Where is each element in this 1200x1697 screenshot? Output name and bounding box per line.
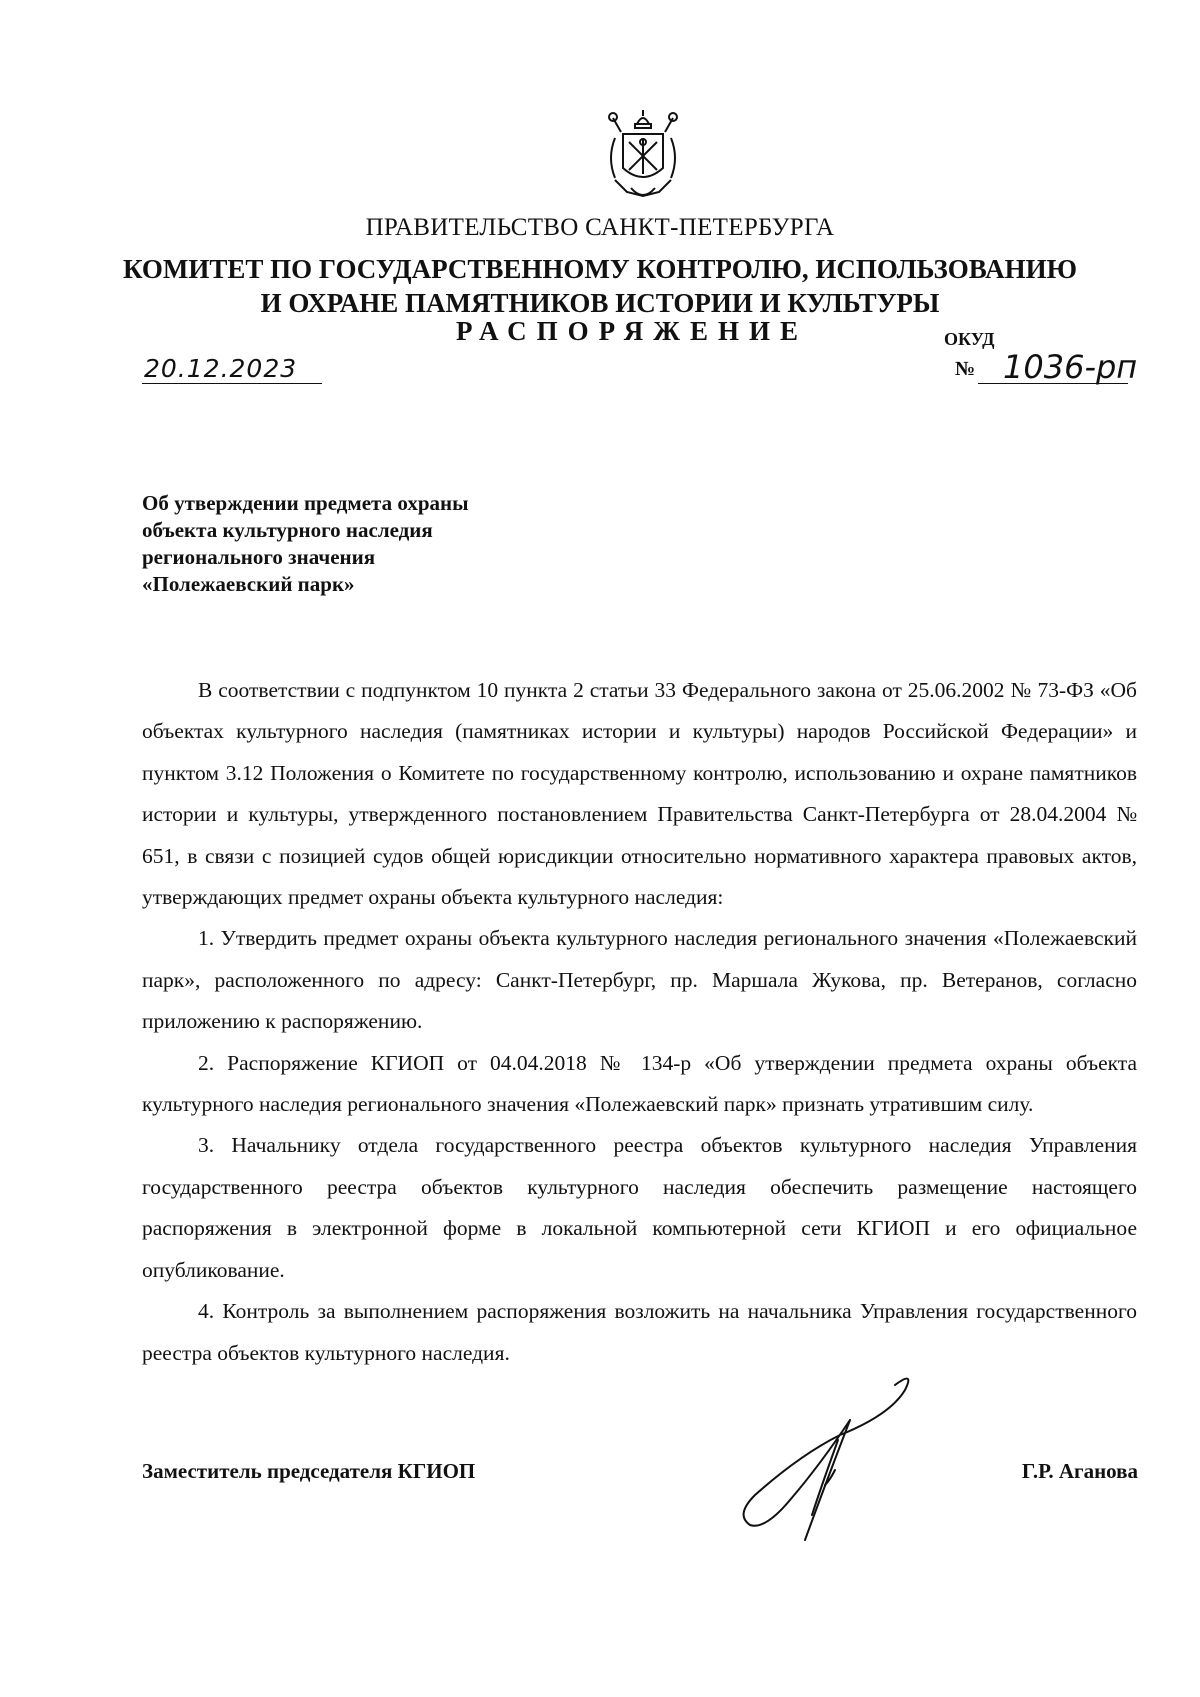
government-name: ПРАВИТЕЛЬСТВО САНКТ-ПЕТЕРБУРГА	[365, 214, 835, 241]
committee-name	[0, 252, 1200, 320]
okud-label: ОКУД	[944, 329, 995, 349]
item-1-paragraph: 1. Утвердить предмет охраны объекта культурного наследия регионального значения «Полежаевский парк», расположенного по адресу: Санкт-Петербург, пр. Маршала Жукова, пр. Ветеранов, согласно приложению к распоряжению.	[142, 926, 1137, 1034]
committee-line-2: И ОХРАНЕ ПАМЯТНИКОВ ИСТОРИИ И КУЛЬТУРЫ	[260, 288, 940, 318]
preamble-paragraph: В соответствии с подпунктом 10 пункта 2 статьи 33 Федерального закона от 25.06.2002 № 73-ФЗ «Об объектах культурного наследия (памятниках истории и культуры) народов Российской Федерации» и пунктом 3.12 Положения о Комитете по государственному контролю, использованию и охране памятников истории и культуры, утвержденного постановлением Правительства Санкт-Петербурга от 28.04.2004 № 651, в связи с позицией судов общей юрисдикции относительно нормативного характера правовых актов, утверждающих предмет охраны объекта культурного наследия:	[142, 678, 1137, 910]
document-body	[142, 670, 1137, 1374]
subject-line-3: регионального значения	[142, 545, 376, 569]
subject-line-1: Об утверждении предмета охраны	[142, 491, 469, 515]
subject-line-2: объекта культурного наследия	[142, 518, 433, 542]
signer-position: Заместитель председателя КГИОП	[142, 1459, 476, 1483]
coat-of-arms-icon	[601, 108, 685, 202]
item-4-paragraph: 4. Контроль за выполнением распоряжения возложить на начальника Управления государственного реестра объектов культурного наследия.	[142, 1299, 1137, 1365]
document-subject	[142, 490, 469, 598]
subject-line-4: «Полежаевский парк»	[142, 572, 355, 596]
committee-line-1: КОМИТЕТ ПО ГОСУДАРСТВЕННОМУ КОНТРОЛЮ, ИСПОЛЬЗОВАНИЮ	[123, 254, 1077, 284]
number-label: №	[955, 358, 976, 380]
document-number: 1036-рп	[1003, 348, 1138, 386]
document-type: РАСПОРЯЖЕНИЕ	[455, 316, 809, 346]
signer-name: Г.Р. Аганова	[1021, 1459, 1138, 1483]
document-date: 20.12.2023	[144, 354, 298, 383]
signature-icon	[730, 1365, 930, 1565]
item-2-paragraph: 2. Распоряжение КГИОП от 04.04.2018 № 134-р «Об утверждении предмета охраны объекта культурного наследия регионального значения «Полежаевский парк» признать утратившим силу.	[142, 1050, 1137, 1117]
item-3-paragraph: 3. Начальнику отдела государственного реестра объектов культурного наследия Управления государственного реестра объектов культурного наследия обеспечить размещение настоящего распоряжения в электронной форме в локальной компьютерной сети КГИОП и его официальное опубликование.	[142, 1133, 1137, 1282]
